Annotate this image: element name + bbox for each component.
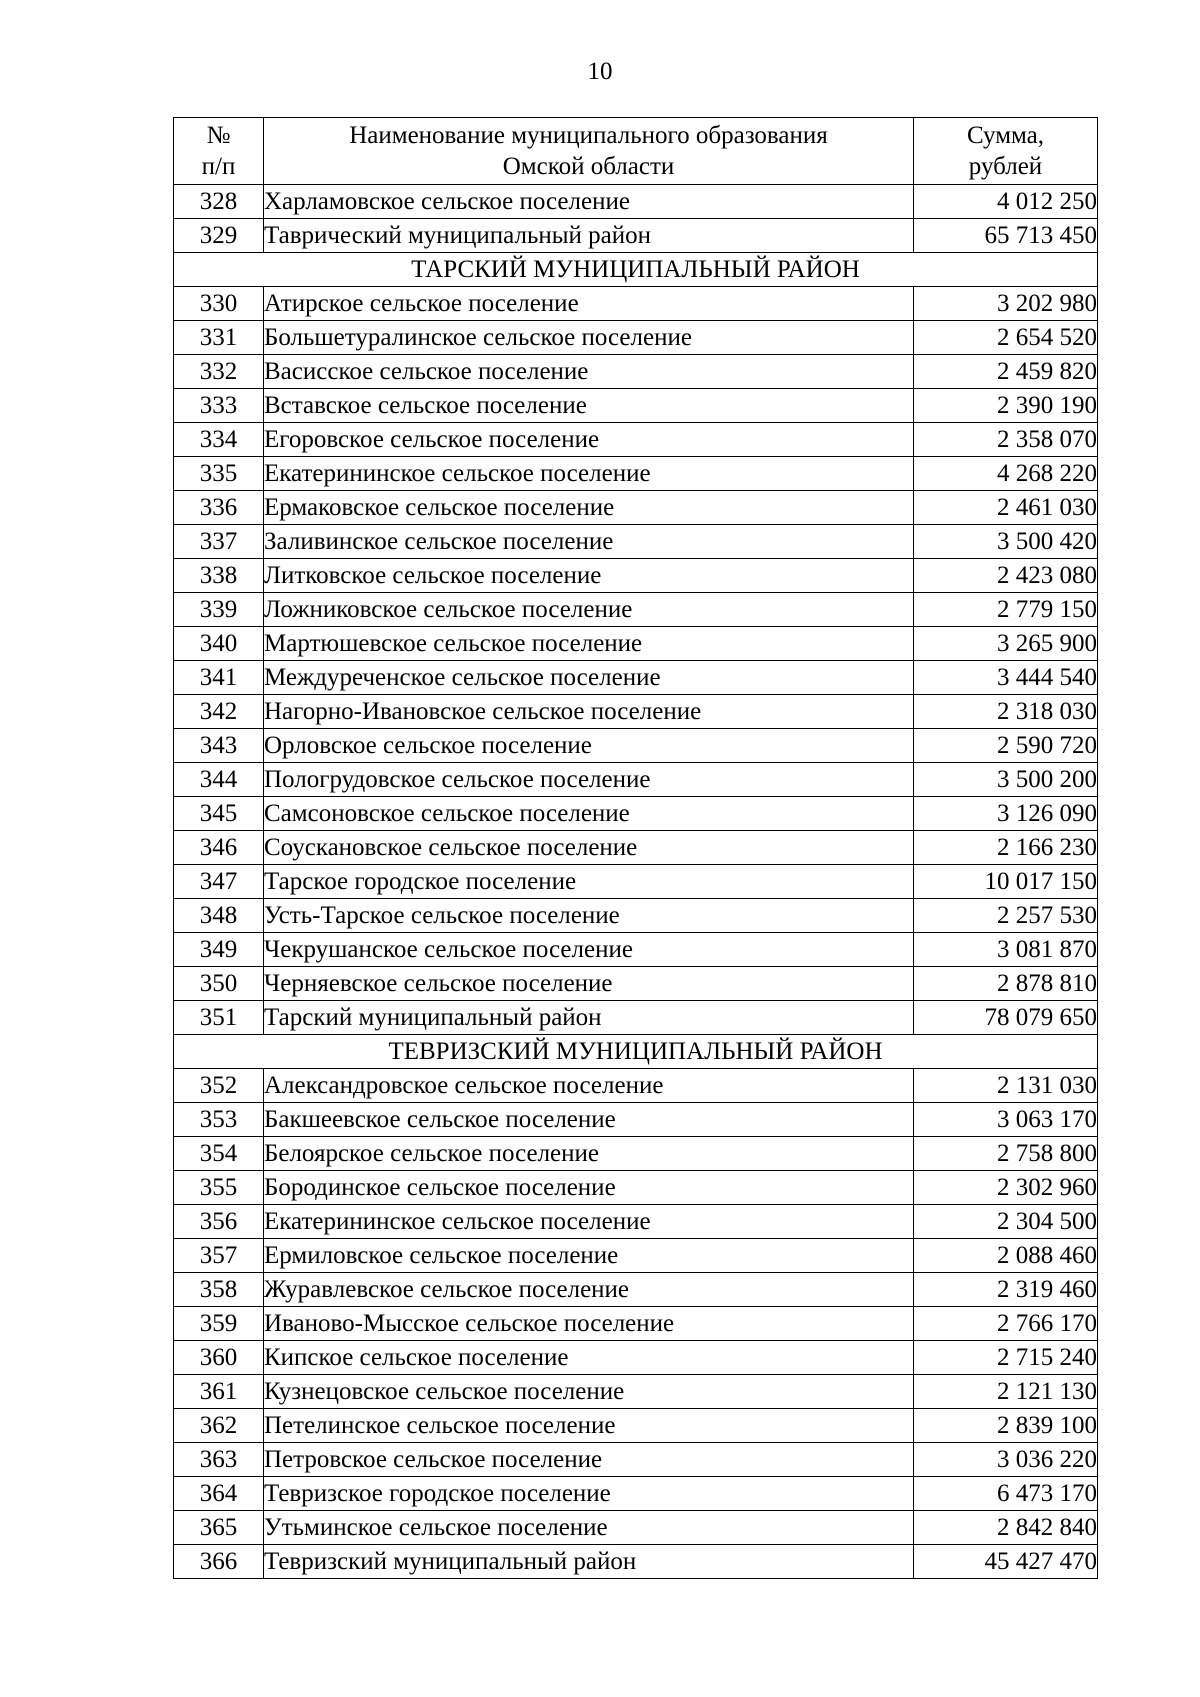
row-name: Заливинское сельское поселение — [264, 525, 914, 559]
row-sum: 2 842 840 — [914, 1511, 1098, 1545]
row-name: Орловское сельское поселение — [264, 729, 914, 763]
row-number: 331 — [174, 321, 264, 355]
table-row — [174, 593, 1098, 627]
header-sum — [914, 118, 1098, 185]
row-number: 348 — [174, 899, 264, 933]
row-name: Ермиловское сельское поселение — [264, 1239, 914, 1273]
table-row — [174, 185, 1098, 219]
row-sum: 2 590 720 — [914, 729, 1098, 763]
row-sum: 2 779 150 — [914, 593, 1098, 627]
row-sum: 3 500 420 — [914, 525, 1098, 559]
row-name: Утьминское сельское поселение — [264, 1511, 914, 1545]
table-row — [174, 525, 1098, 559]
row-name: Екатерининское сельское поселение — [264, 1205, 914, 1239]
row-number: 353 — [174, 1103, 264, 1137]
row-sum: 2 839 100 — [914, 1409, 1098, 1443]
table-row — [174, 457, 1098, 491]
row-name: Чекрушанское сельское поселение — [264, 933, 914, 967]
table-row — [174, 423, 1098, 457]
header-row — [174, 118, 1098, 185]
row-number: 364 — [174, 1477, 264, 1511]
table-row — [174, 1001, 1098, 1035]
row-sum: 3 500 200 — [914, 763, 1098, 797]
row-number: 332 — [174, 355, 264, 389]
row-number: 355 — [174, 1171, 264, 1205]
row-number: 342 — [174, 695, 264, 729]
table-row — [174, 933, 1098, 967]
row-number: 344 — [174, 763, 264, 797]
table-row — [174, 661, 1098, 695]
row-number: 337 — [174, 525, 264, 559]
row-name: Нагорно-Ивановское сельское поселение — [264, 695, 914, 729]
section-row — [174, 1035, 1098, 1069]
row-sum: 2 304 500 — [914, 1205, 1098, 1239]
table-row — [174, 389, 1098, 423]
header-number — [174, 118, 264, 185]
row-sum: 2 131 030 — [914, 1069, 1098, 1103]
row-number: 350 — [174, 967, 264, 1001]
row-sum: 3 265 900 — [914, 627, 1098, 661]
row-sum: 2 318 030 — [914, 695, 1098, 729]
row-sum: 2 654 520 — [914, 321, 1098, 355]
row-sum: 4 012 250 — [914, 185, 1098, 219]
table-row — [174, 219, 1098, 253]
table-row — [174, 1205, 1098, 1239]
table-row — [174, 1273, 1098, 1307]
row-sum: 3 126 090 — [914, 797, 1098, 831]
table-row — [174, 1477, 1098, 1511]
table-row — [174, 1239, 1098, 1273]
table-row — [174, 1443, 1098, 1477]
row-number: 336 — [174, 491, 264, 525]
row-number: 356 — [174, 1205, 264, 1239]
table-row — [174, 763, 1098, 797]
row-name: Усть-Тарское сельское поселение — [264, 899, 914, 933]
row-name: Харламовское сельское поселение — [264, 185, 914, 219]
table-row — [174, 491, 1098, 525]
row-name: Черняевское сельское поселение — [264, 967, 914, 1001]
row-number: 361 — [174, 1375, 264, 1409]
header-sum-line1: Сумма, — [966, 122, 1045, 149]
table-row — [174, 967, 1098, 1001]
row-name: Ложниковское сельское поселение — [264, 593, 914, 627]
row-name: Бородинское сельское поселение — [264, 1171, 914, 1205]
row-sum: 2 319 460 — [914, 1273, 1098, 1307]
row-sum: 2 766 170 — [914, 1307, 1098, 1341]
table-row — [174, 355, 1098, 389]
table-row — [174, 287, 1098, 321]
table-header — [174, 118, 1098, 185]
table-row — [174, 1103, 1098, 1137]
row-number: 346 — [174, 831, 264, 865]
row-sum: 2 461 030 — [914, 491, 1098, 525]
row-number: 345 — [174, 797, 264, 831]
table-row — [174, 1171, 1098, 1205]
row-sum: 2 423 080 — [914, 559, 1098, 593]
row-sum: 3 444 540 — [914, 661, 1098, 695]
table-row — [174, 695, 1098, 729]
row-sum: 4 268 220 — [914, 457, 1098, 491]
row-number: 347 — [174, 865, 264, 899]
row-name: Литковское сельское поселение — [264, 559, 914, 593]
row-sum: 45 427 470 — [914, 1545, 1098, 1579]
row-name: Бакшеевское сельское поселение — [264, 1103, 914, 1137]
row-number: 362 — [174, 1409, 264, 1443]
table-row — [174, 1375, 1098, 1409]
row-number: 333 — [174, 389, 264, 423]
table-body — [174, 185, 1098, 1579]
table-row — [174, 831, 1098, 865]
section-title: ТАРСКИЙ МУНИЦИПАЛЬНЫЙ РАЙОН — [174, 253, 1098, 287]
row-name: Васисское сельское поселение — [264, 355, 914, 389]
row-name: Мартюшевское сельское поселение — [264, 627, 914, 661]
row-name: Ермаковское сельское поселение — [264, 491, 914, 525]
row-name: Кузнецовское сельское поселение — [264, 1375, 914, 1409]
row-name: Самсоновское сельское поселение — [264, 797, 914, 831]
row-number: 365 — [174, 1511, 264, 1545]
row-name: Иваново-Мысское сельское поселение — [264, 1307, 914, 1341]
row-sum: 2 758 800 — [914, 1137, 1098, 1171]
table-row — [174, 1409, 1098, 1443]
row-name: Екатерининское сельское поселение — [264, 457, 914, 491]
row-name: Пологрудовское сельское поселение — [264, 763, 914, 797]
row-sum: 2 088 460 — [914, 1239, 1098, 1273]
row-sum: 6 473 170 — [914, 1477, 1098, 1511]
row-name: Междуреченское сельское поселение — [264, 661, 914, 695]
row-sum: 2 878 810 — [914, 967, 1098, 1001]
row-number: 352 — [174, 1069, 264, 1103]
table-row — [174, 1307, 1098, 1341]
table-row — [174, 559, 1098, 593]
row-sum: 3 202 980 — [914, 287, 1098, 321]
row-number: 359 — [174, 1307, 264, 1341]
section-row — [174, 253, 1098, 287]
row-sum: 2 121 130 — [914, 1375, 1098, 1409]
row-number: 329 — [174, 219, 264, 253]
row-sum: 2 390 190 — [914, 389, 1098, 423]
row-name: Александровское сельское поселение — [264, 1069, 914, 1103]
table-row — [174, 1137, 1098, 1171]
header-name-line1: Наименование муниципального образования — [349, 122, 828, 149]
table-row — [174, 899, 1098, 933]
row-number: 338 — [174, 559, 264, 593]
row-name: Егоровское сельское поселение — [264, 423, 914, 457]
row-name: Большетуралинское сельское поселение — [264, 321, 914, 355]
row-name: Вставское сельское поселение — [264, 389, 914, 423]
row-name: Тевризское городское поселение — [264, 1477, 914, 1511]
row-number: 334 — [174, 423, 264, 457]
row-name: Тарское городское поселение — [264, 865, 914, 899]
row-sum: 2 358 070 — [914, 423, 1098, 457]
row-name: Петелинское сельское поселение — [264, 1409, 914, 1443]
row-name: Таврический муниципальный район — [264, 219, 914, 253]
header-number-line1: № — [206, 122, 231, 149]
row-number: 335 — [174, 457, 264, 491]
table-row — [174, 321, 1098, 355]
header-sum-line2: рублей — [968, 153, 1043, 180]
row-sum: 3 081 870 — [914, 933, 1098, 967]
row-number: 340 — [174, 627, 264, 661]
row-sum: 2 302 960 — [914, 1171, 1098, 1205]
row-number: 343 — [174, 729, 264, 763]
row-number: 358 — [174, 1273, 264, 1307]
row-name: Соускановское сельское поселение — [264, 831, 914, 865]
row-number: 330 — [174, 287, 264, 321]
section-title: ТЕВРИЗСКИЙ МУНИЦИПАЛЬНЫЙ РАЙОН — [174, 1035, 1098, 1069]
page-number: 10 — [587, 58, 613, 85]
row-sum: 2 459 820 — [914, 355, 1098, 389]
row-number: 351 — [174, 1001, 264, 1035]
row-name: Белоярское сельское поселение — [264, 1137, 914, 1171]
row-number: 339 — [174, 593, 264, 627]
row-name: Атирское сельское поселение — [264, 287, 914, 321]
row-number: 349 — [174, 933, 264, 967]
table-row — [174, 1511, 1098, 1545]
header-number-line2: п/п — [201, 153, 236, 180]
row-name: Кипское сельское поселение — [264, 1341, 914, 1375]
table-row — [174, 627, 1098, 661]
header-name-line2: Омской области — [502, 153, 675, 180]
row-number: 366 — [174, 1545, 264, 1579]
row-sum: 2 166 230 — [914, 831, 1098, 865]
table-row — [174, 729, 1098, 763]
table-row — [174, 1545, 1098, 1579]
row-sum: 2 715 240 — [914, 1341, 1098, 1375]
row-number: 354 — [174, 1137, 264, 1171]
row-number: 328 — [174, 185, 264, 219]
row-sum: 2 257 530 — [914, 899, 1098, 933]
table-row — [174, 1341, 1098, 1375]
row-sum: 3 063 170 — [914, 1103, 1098, 1137]
row-sum: 78 079 650 — [914, 1001, 1098, 1035]
row-name: Тарский муниципальный район — [264, 1001, 914, 1035]
row-sum: 10 017 150 — [914, 865, 1098, 899]
row-number: 360 — [174, 1341, 264, 1375]
row-name: Журавлевское сельское поселение — [264, 1273, 914, 1307]
table-row — [174, 797, 1098, 831]
row-sum: 3 036 220 — [914, 1443, 1098, 1477]
row-number: 341 — [174, 661, 264, 695]
row-name: Тевризский муниципальный район — [264, 1545, 914, 1579]
row-number: 357 — [174, 1239, 264, 1273]
table-row — [174, 865, 1098, 899]
row-sum: 65 713 450 — [914, 219, 1098, 253]
row-number: 363 — [174, 1443, 264, 1477]
table-row — [174, 1069, 1098, 1103]
header-name — [264, 118, 914, 185]
allocation-table — [173, 117, 1098, 1579]
row-name: Петровское сельское поселение — [264, 1443, 914, 1477]
